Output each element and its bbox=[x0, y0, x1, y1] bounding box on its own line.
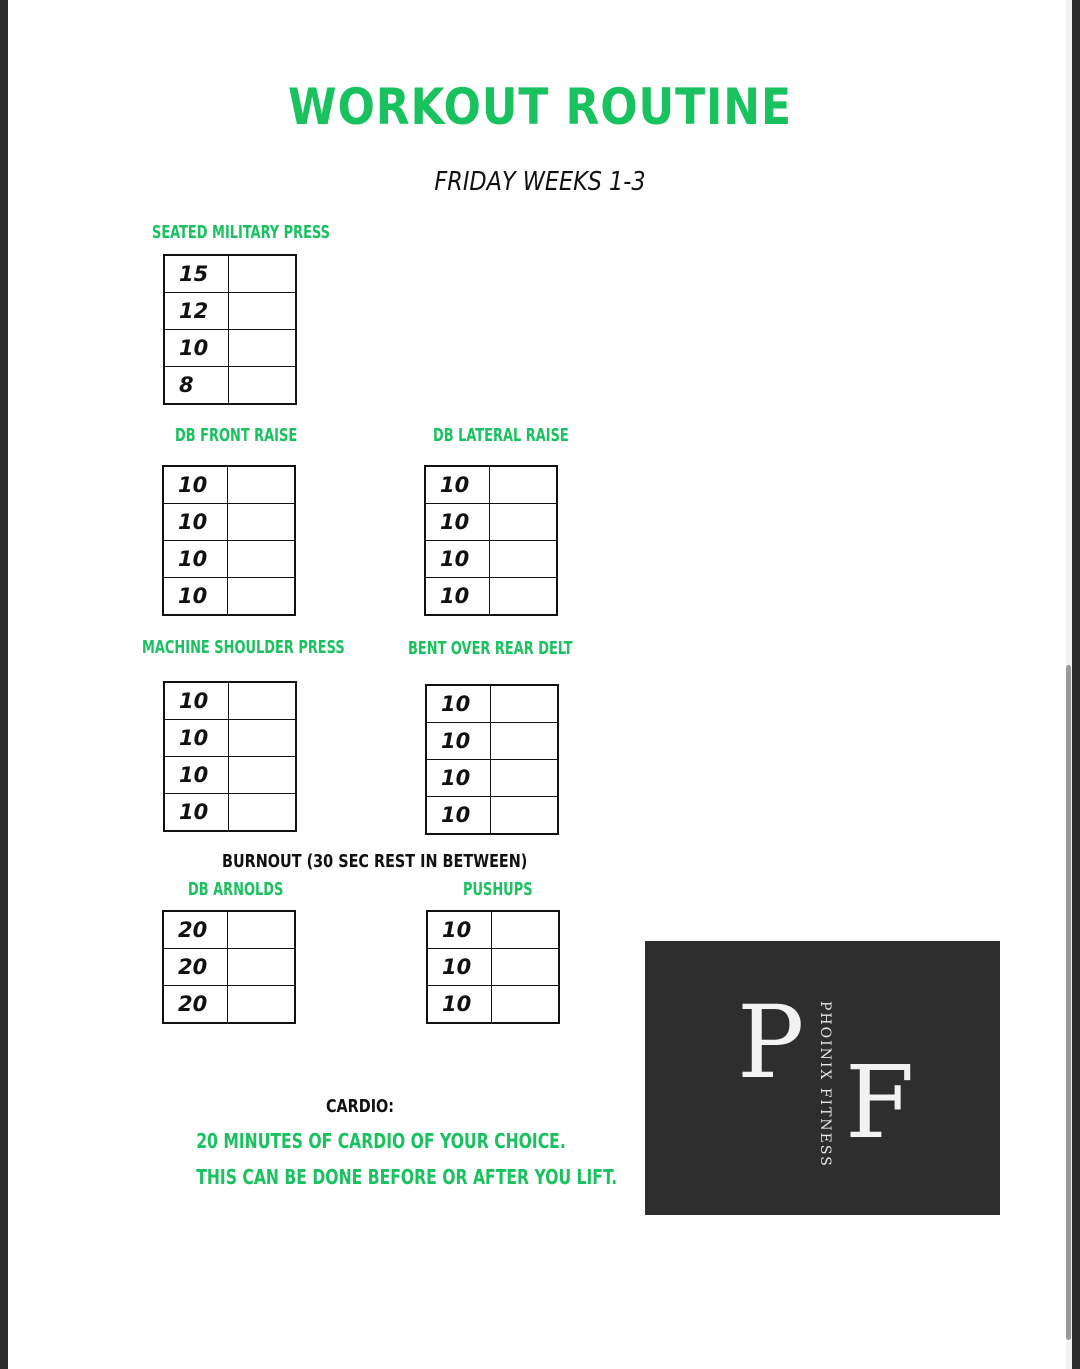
table-row bbox=[426, 797, 558, 835]
weight-entry-cell[interactable] bbox=[227, 911, 295, 949]
reps-cell: 10 bbox=[164, 720, 228, 757]
exercise-table-seated-military-press bbox=[163, 254, 297, 405]
table-row bbox=[164, 757, 296, 794]
table-row bbox=[427, 911, 559, 949]
reps-cell: 20 bbox=[163, 911, 227, 949]
cardio-heading: CARDIO: bbox=[325, 1096, 395, 1117]
weight-entry-cell[interactable] bbox=[489, 504, 557, 541]
weight-entry-cell[interactable] bbox=[491, 949, 559, 986]
table-row bbox=[425, 466, 557, 504]
reps-cell: 10 bbox=[164, 682, 228, 720]
weight-entry-cell[interactable] bbox=[490, 797, 558, 835]
reps-cell: 10 bbox=[425, 541, 489, 578]
exercise-label-pushups: PUSHUPS bbox=[463, 879, 533, 900]
table-row bbox=[164, 330, 296, 367]
weight-entry-cell[interactable] bbox=[227, 578, 295, 616]
reps-cell: 10 bbox=[163, 578, 227, 616]
logo-letter-f: F bbox=[845, 1044, 915, 1161]
table-row bbox=[425, 504, 557, 541]
weight-entry-cell[interactable] bbox=[228, 682, 296, 720]
table-row bbox=[164, 367, 296, 405]
weight-entry-cell[interactable] bbox=[227, 949, 295, 986]
table-row bbox=[164, 720, 296, 757]
reps-cell: 10 bbox=[427, 949, 491, 986]
weight-entry-cell[interactable] bbox=[228, 794, 296, 832]
left-edge bbox=[0, 0, 8, 1369]
cardio-line-2: THIS CAN BE DONE BEFORE OR AFTER YOU LIFT. bbox=[196, 1165, 618, 1189]
reps-cell: 20 bbox=[163, 949, 227, 986]
reps-cell: 10 bbox=[425, 578, 489, 616]
table-row bbox=[163, 911, 295, 949]
weight-entry-cell[interactable] bbox=[489, 578, 557, 616]
exercise-table-machine-shoulder-press bbox=[163, 681, 297, 832]
cardio-line-1: 20 MINUTES OF CARDIO OF YOUR CHOICE. bbox=[196, 1129, 566, 1153]
reps-cell: 10 bbox=[164, 757, 228, 794]
reps-cell: 10 bbox=[425, 504, 489, 541]
weight-entry-cell[interactable] bbox=[227, 466, 295, 504]
exercise-label-db-lateral-raise: DB LATERAL RAISE bbox=[433, 425, 569, 446]
reps-cell: 10 bbox=[164, 330, 228, 367]
page-title: WORKOUT ROUTINE bbox=[288, 78, 792, 136]
weight-entry-cell[interactable] bbox=[490, 723, 558, 760]
table-row bbox=[164, 794, 296, 832]
table-row bbox=[425, 541, 557, 578]
reps-cell: 10 bbox=[427, 986, 491, 1024]
reps-cell: 10 bbox=[164, 794, 228, 832]
table-row bbox=[163, 504, 295, 541]
weight-entry-cell[interactable] bbox=[491, 911, 559, 949]
exercise-label-db-arnolds: DB ARNOLDS bbox=[188, 879, 284, 900]
table-row bbox=[427, 986, 559, 1024]
reps-cell: 10 bbox=[163, 504, 227, 541]
brand-logo bbox=[645, 941, 1000, 1215]
table-row bbox=[163, 578, 295, 616]
table-row bbox=[164, 255, 296, 293]
weight-entry-cell[interactable] bbox=[228, 255, 296, 293]
reps-cell: 10 bbox=[427, 911, 491, 949]
exercise-table-db-lateral-raise bbox=[424, 465, 558, 616]
table-row bbox=[163, 949, 295, 986]
reps-cell: 10 bbox=[426, 685, 490, 723]
weight-entry-cell[interactable] bbox=[228, 367, 296, 405]
table-row bbox=[426, 685, 558, 723]
exercise-table-pushups bbox=[426, 910, 560, 1024]
weight-entry-cell[interactable] bbox=[491, 986, 559, 1024]
reps-cell: 10 bbox=[426, 797, 490, 835]
reps-cell: 10 bbox=[426, 723, 490, 760]
weight-entry-cell[interactable] bbox=[228, 720, 296, 757]
exercise-label-bent-over-rear-delt: BENT OVER REAR DELT bbox=[408, 638, 573, 659]
table-row bbox=[163, 986, 295, 1024]
reps-cell: 15 bbox=[164, 255, 228, 293]
weight-entry-cell[interactable] bbox=[490, 685, 558, 723]
table-row bbox=[163, 466, 295, 504]
reps-cell: 10 bbox=[163, 466, 227, 504]
reps-cell: 10 bbox=[163, 541, 227, 578]
reps-cell: 10 bbox=[425, 466, 489, 504]
weight-entry-cell[interactable] bbox=[228, 330, 296, 367]
exercise-table-db-arnolds bbox=[162, 910, 296, 1024]
exercise-label-seated-military-press: SEATED MILITARY PRESS bbox=[152, 222, 330, 243]
weight-entry-cell[interactable] bbox=[227, 504, 295, 541]
exercise-label-machine-shoulder-press: MACHINE SHOULDER PRESS bbox=[142, 637, 345, 658]
reps-cell: 8 bbox=[164, 367, 228, 405]
logo-brand-text: PHOINIX FITNESS bbox=[817, 1001, 833, 1168]
weight-entry-cell[interactable] bbox=[228, 757, 296, 794]
table-row bbox=[427, 949, 559, 986]
weight-entry-cell[interactable] bbox=[489, 466, 557, 504]
reps-cell: 20 bbox=[163, 986, 227, 1024]
table-row bbox=[425, 578, 557, 616]
table-row bbox=[426, 723, 558, 760]
exercise-table-bent-over-rear-delt bbox=[425, 684, 559, 835]
logo-letter-p: P bbox=[737, 984, 805, 1101]
exercise-table-db-front-raise bbox=[162, 465, 296, 616]
scrollbar-thumb[interactable] bbox=[1066, 665, 1071, 1340]
table-row bbox=[163, 541, 295, 578]
right-edge bbox=[1072, 0, 1080, 1369]
page-subtitle: FRIDAY WEEKS 1-3 bbox=[434, 167, 646, 197]
reps-cell: 10 bbox=[426, 760, 490, 797]
weight-entry-cell[interactable] bbox=[228, 293, 296, 330]
exercise-label-db-front-raise: DB FRONT RAISE bbox=[175, 425, 298, 446]
table-row bbox=[164, 682, 296, 720]
table-row bbox=[426, 760, 558, 797]
weight-entry-cell[interactable] bbox=[489, 541, 557, 578]
table-row bbox=[164, 293, 296, 330]
cardio-section bbox=[150, 1096, 618, 1189]
weight-entry-cell[interactable] bbox=[227, 986, 295, 1024]
reps-cell: 12 bbox=[164, 293, 228, 330]
weight-entry-cell[interactable] bbox=[490, 760, 558, 797]
burnout-note: BURNOUT (30 SEC REST IN BETWEEN) bbox=[222, 851, 528, 872]
weight-entry-cell[interactable] bbox=[227, 541, 295, 578]
